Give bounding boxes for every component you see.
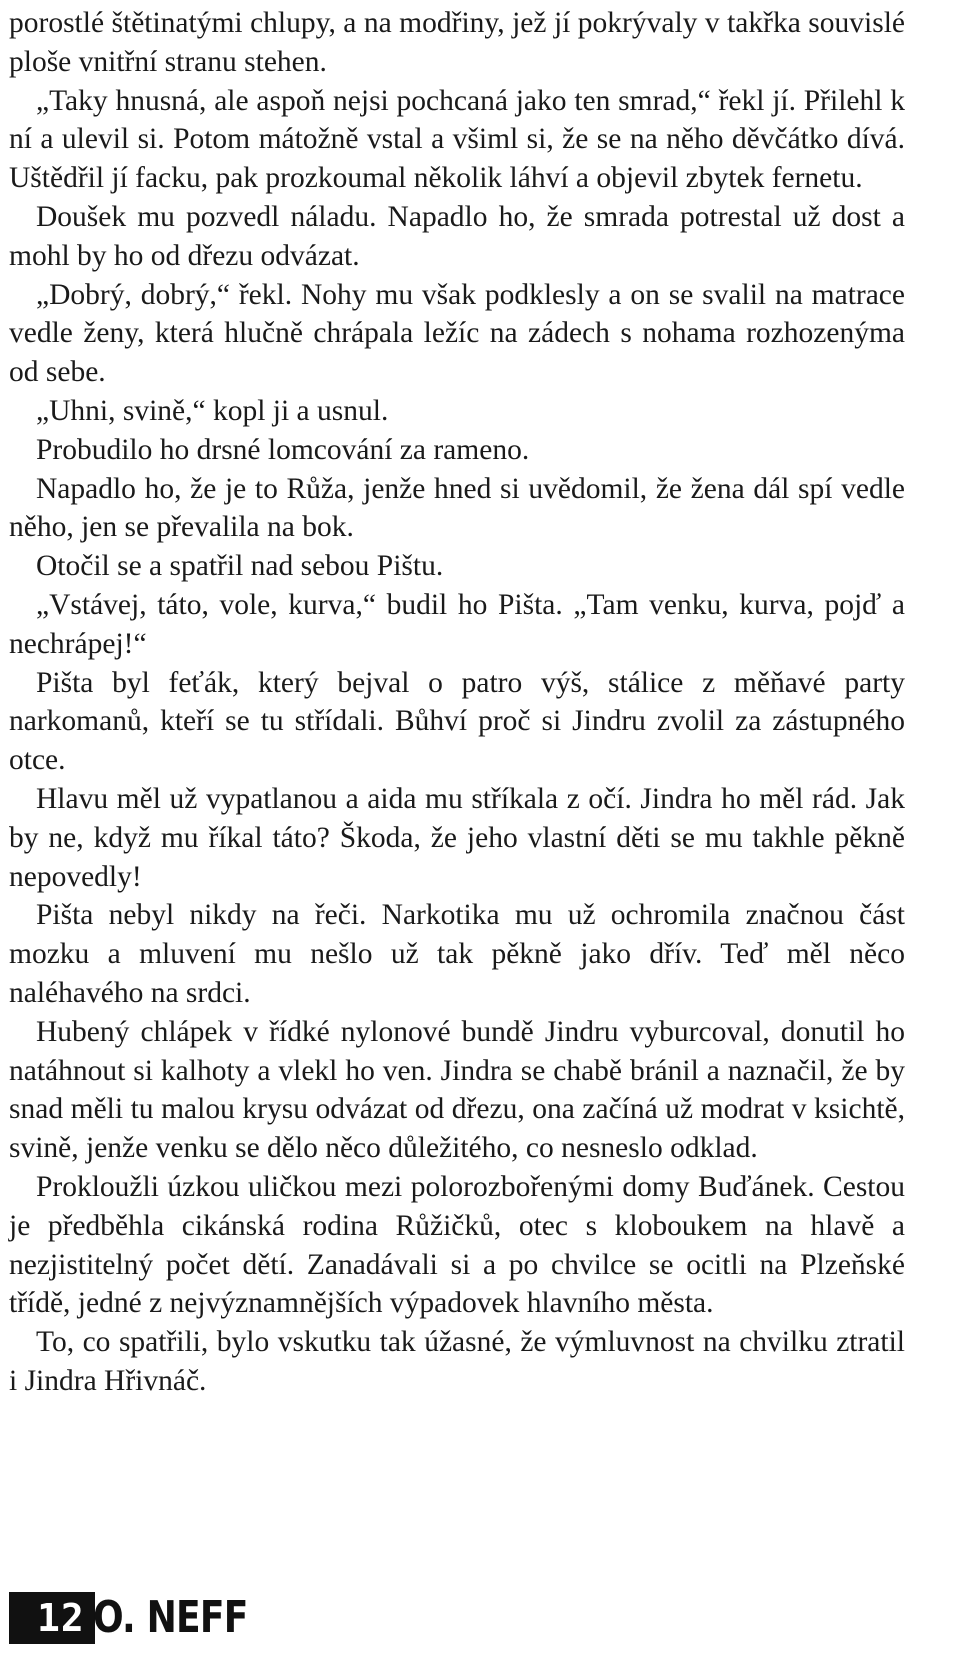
paragraph: „Uhni, svině,“ kopl ji a usnul. <box>36 394 389 427</box>
paragraph: Hubený chlápek v řídké nylonové bundě Jindru vyburcoval, donutil ho natáhnout si kalhoty a vlekl ho ven. Jindra se chabě bránil a naznačil, že by snad měli tu malou krysu odvázat od dřezu, ona začíná už modrat v ksichtě, svině, jenže venku se dělo něco důležitého, co nesneslo odklad. <box>9 1015 905 1165</box>
author-name: O. NEFF <box>92 1592 248 1643</box>
paragraph: Hlavu měl už vypatlanou a aida mu stříkala z očí. Jindra ho měl rád. Jak by ne, když mu říkal táto? Škoda, že jeho vlastní děti se mu takhle pěkně nepovedly! <box>9 782 905 893</box>
paragraph: porostlé štětinatými chlupy, a na modřiny, jež jí pokrývaly v takřka souvislé ploše vnitřní stranu stehen. <box>9 7 905 78</box>
paragraph: Doušek mu pozvedl náladu. Napadlo ho, že smrada potrestal už dost a mohl by ho od dřezu odvázat. <box>9 200 905 272</box>
page-footer <box>9 1592 281 1644</box>
paragraph: „Taky hnusná, ale aspoň nejsi pochcaná jako ten smrad,“ řekl jí. Přilehl k ní a ulevil si. Potom mátožně vstal a všiml si, že se na něho děvčátko dívá. Uštědřil jí facku, pak prozkoumal několik láhví a objevil zbytek fernetu. <box>9 84 905 195</box>
paragraph: „Dobrý, dobrý,“ řekl. Nohy mu však podklesly a on se svalil na matrace vedle ženy, která hlučně chrápala ležíc na zádech s nohama rozhozenýma od sebe. <box>9 278 905 389</box>
paragraph: Pišta nebyl nikdy na řeči. Narkotika mu už ochromila značnou část mozku a mluvení mu nešlo už tak pěkně jako dřív. Teď měl něco naléhavého na srdci. <box>9 899 905 1009</box>
paragraph: Otočil se a spatřil nad sebou Pištu. <box>36 550 444 583</box>
page-number: 12 <box>9 1592 95 1644</box>
paragraph: Probudilo ho drsné lomcování za rameno. <box>36 433 530 466</box>
paragraph: To, co spatřili, bylo vskutku tak úžasné, že výmluvnost na chvilku ztratil i Jindra Hřivnáč. <box>9 1326 905 1397</box>
paragraph: Napadlo ho, že je to Růža, jenže hned si uvědomil, že žena dál spí vedle něho, jen se převalila na bok. <box>9 472 905 544</box>
paragraph: Prokloužli úzkou uličkou mezi polorozbořenými domy Buďánek. Cestou je předběhla cikánská rodina Růžičků, otec s kloboukem na hlavě a nezjistitelný počet dětí. Zanadávali si a po chvilce se ocitli na Plzeňské třídě, jedné z nejvýznamnějších výpadovek hlavního města. <box>9 1170 905 1320</box>
paragraph: Pišta byl feťák, který bejval o patro výš, stálice z měňavé party narkomanů, kteří se tu střídali. Bůhví proč si Jindru zvolil za zástupného otce. <box>9 666 905 777</box>
paragraph: „Vstávej, táto, vole, kurva,“ budil ho Pišta. „Tam venku, kurva, pojď a nechrápej!“ <box>9 588 905 660</box>
text-body <box>9 4 905 1401</box>
